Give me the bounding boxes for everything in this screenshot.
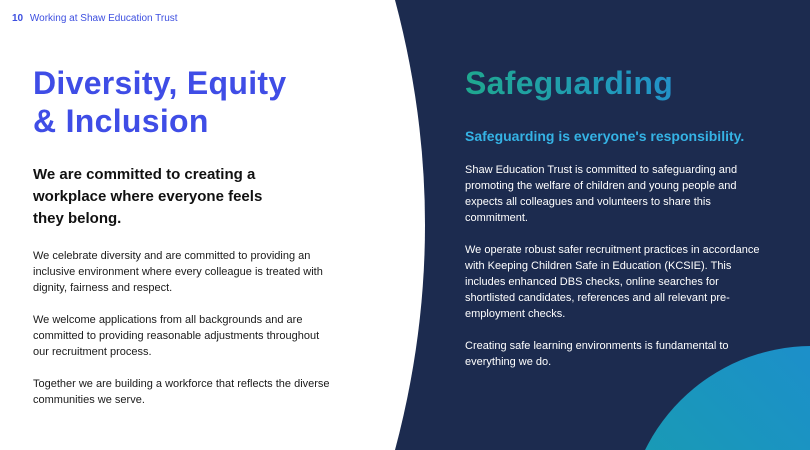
section-title: Working at Shaw Education Trust (29, 13, 178, 24)
safeguarding-paragraph-3: Creating safe learning environments is fundamental to everything we do. (465, 340, 729, 368)
safeguarding-section (465, 64, 765, 370)
safeguarding-paragraph-1: Shaw Education Trust is committed to safeguarding and promoting the welfare of children and young people and expects all colleagues and volunteers to share this commitment. (465, 164, 738, 224)
safeguarding-paragraph-2: We operate robust safer recruitment practices in accordance with Keeping Children Safe in Education (KCSIE). This includes enhanced DBS checks, online searches for shortlisted candidates, references and all relevant pre-employment checks. (465, 244, 760, 320)
diversity-title-line1: Diversity, Equity (33, 65, 287, 101)
page-number: 10 (12, 13, 24, 24)
diversity-paragraph-2: We welcome applications from all backgrounds and are committed to providing reasonable adjustments throughout our recruitment process. (33, 314, 320, 358)
safeguarding-lead: Safeguarding is everyone's responsibility. (465, 128, 745, 144)
diversity-paragraph-3: Together we are building a workforce that reflects the diverse communities we serve. (33, 378, 330, 406)
diversity-lead: We are committed to creating a workplace where everyone feels they belong. (33, 166, 263, 227)
diversity-title-line2: & Inclusion (33, 103, 209, 139)
safeguarding-title: Safeguarding (465, 64, 765, 102)
diversity-title (33, 64, 333, 140)
diversity-paragraph-1: We celebrate diversity and are committed to providing an inclusive environment where every colleague is treated with dignity, fairness and respect. (33, 250, 323, 294)
page-header (12, 13, 178, 24)
diversity-section (33, 64, 333, 408)
